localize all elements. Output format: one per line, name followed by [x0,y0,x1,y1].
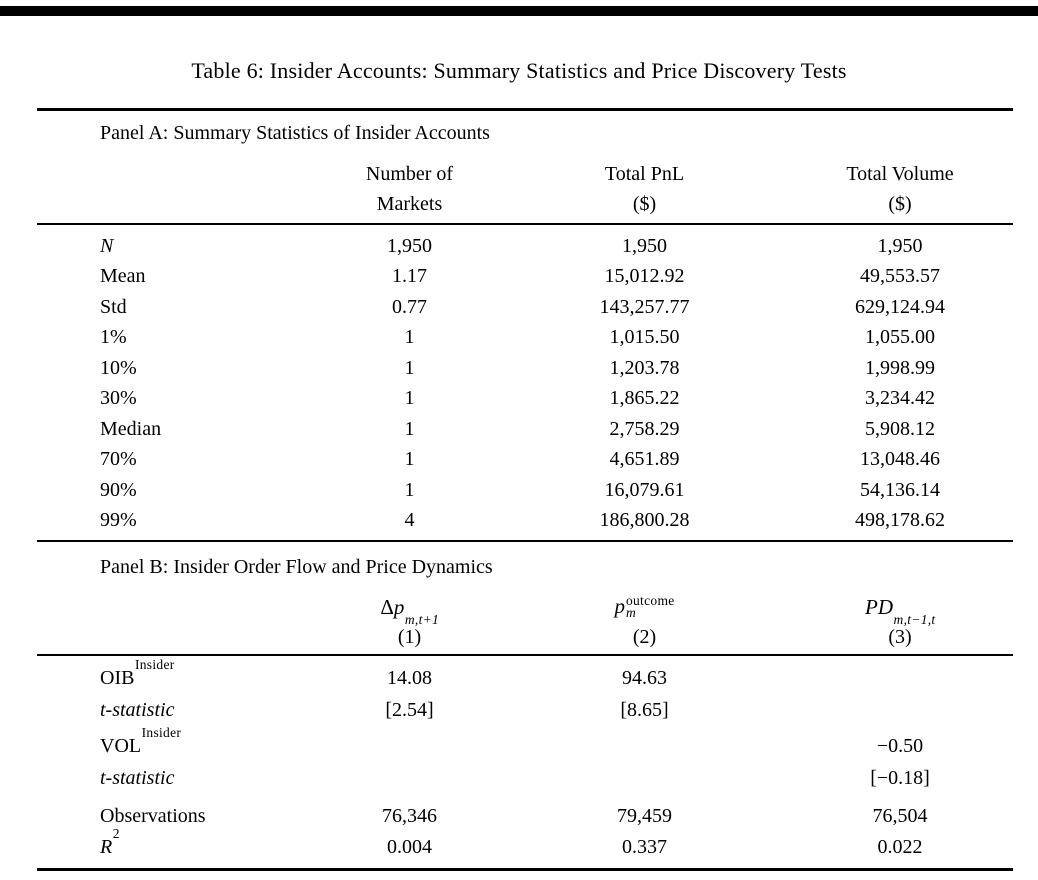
cell-volume: 1,998.99 [865,356,935,379]
header-delta-p [317,594,502,627]
row-p90 [37,475,1013,506]
row-median [37,414,1013,445]
row-label: 10% [100,356,137,379]
row-label: t-statistic [100,698,175,721]
row-label: 90% [100,478,137,501]
cell-markets: 1 [404,387,415,410]
math-prefix: Δ [380,594,394,619]
row-observations [37,800,1013,832]
row-p30 [37,384,1013,415]
cell-pnl: 1,865.22 [609,387,680,410]
math-base: p [393,594,405,619]
label-sup: Insider [141,724,182,740]
math-sup: outcome [625,593,675,609]
cell-pnl: 143,257.77 [599,295,690,318]
row-label: 1% [100,326,127,349]
row-label: Std [100,295,127,318]
row-n [37,231,1013,262]
header-line: ($) [888,193,912,215]
cell-volume: 1,950 [877,234,923,257]
cell-markets: 1,950 [387,234,432,257]
cell-volume: 629,124.94 [855,295,945,318]
math-delta-p [380,594,440,627]
top-rule [37,108,1013,111]
row-mean [37,262,1013,293]
cell-markets: 0.77 [392,295,427,318]
header-line: ($) [632,193,657,215]
panel-a-header-row [37,159,1013,219]
row-label: t-statistic [100,766,175,789]
math-sub: m [625,605,637,621]
cell-markets: 1.17 [392,265,427,288]
cell-markets: 1 [404,326,415,349]
cell-markets: 1 [404,417,415,440]
header-line: Markets [376,193,443,215]
label-sup: 2 [112,825,120,841]
cell-pnl: 15,012.92 [604,265,685,288]
row-r-squared [37,825,1013,862]
row-label: Mean [100,265,146,288]
top-edge-bar [0,6,1038,16]
row-label [37,656,317,690]
cell-markets: 1 [404,478,415,501]
math-supsub [626,595,675,619]
cell-col3: 76,504 [872,804,928,827]
cell-volume: 54,136.14 [860,478,940,501]
label-base: VOL [100,734,142,757]
cell-markets: 1 [404,448,415,471]
header-line: Total Volume [846,163,954,185]
header-pd [787,594,1013,627]
math-p-outcome [614,593,675,621]
column-number-2: (2) [632,625,657,648]
row-label: N [100,234,114,257]
row-p10 [37,353,1013,384]
bottom-rule [37,868,1013,871]
row-label: Median [100,417,162,440]
header-total-volume [787,159,1013,219]
panel-b-body [37,656,1013,868]
math-sub: m,t−1,t [893,611,936,627]
math-base: PD [865,594,894,619]
summary-table [37,108,1013,871]
cell-pnl: 4,651.89 [609,448,680,471]
cell-col1: 14.08 [387,666,432,689]
cell-col1: 0.004 [387,835,432,858]
math-base: p [614,593,625,618]
column-number-3: (3) [888,625,912,648]
header-line: Number of [365,163,454,185]
cell-volume: 498,178.62 [855,509,945,532]
header-line: Total PnL [604,163,685,185]
row-p1 [37,323,1013,354]
math-pd [865,594,936,627]
row-vol-insider [37,724,1013,762]
panel-a-heading: Panel A: Summary Statistics of Insider Accounts [100,122,490,144]
panel-b-column-numbers [37,622,1013,652]
cell-col3: [−0.18] [870,766,930,789]
panel-divider-rule [37,540,1013,542]
header-number-of-markets [317,159,502,219]
row-label: 30% [100,387,137,410]
row-std [37,292,1013,323]
header-p-outcome [502,594,787,620]
cell-col2: 0.337 [622,835,667,858]
row-oib-tstat [37,694,1013,726]
cell-volume: 1,055.00 [865,326,935,349]
panel-b-heading: Panel B: Insider Order Flow and Price Dynamics [100,556,493,578]
cell-markets: 1 [404,356,415,379]
cell-pnl: 1,950 [622,234,667,257]
math-sub: m,t+1 [404,611,440,627]
cell-pnl: 2,758.29 [609,417,680,440]
row-vol-tstat [37,762,1013,794]
row-label [37,724,317,758]
table-title: Table 6: Insider Accounts: Summary Statistics and Price Discovery Tests [191,58,847,83]
cell-col1: 76,346 [382,804,437,827]
row-label: 70% [100,448,137,471]
cell-volume: 3,234.42 [865,387,935,410]
cell-pnl: 1,203.78 [609,356,680,379]
cell-markets: 4 [404,509,415,532]
header-total-pnl [502,159,787,219]
cell-volume: 49,553.57 [860,265,940,288]
cell-volume: 5,908.12 [865,417,935,440]
panel-a-body [37,225,1013,540]
row-label: Observations [100,804,206,827]
cell-pnl: 186,800.28 [599,509,690,532]
cell-col1: [2.54] [385,698,434,721]
label-base: R [100,835,113,858]
cell-col2: 94.63 [622,666,667,689]
cell-col3: 0.022 [877,835,923,858]
cell-volume: 13,048.46 [860,448,940,471]
panel-b-header-row [37,592,1013,627]
cell-col3: −0.50 [876,734,924,757]
cell-pnl: 1,015.50 [609,326,680,349]
cell-col2: 79,459 [617,804,672,827]
column-number-1: (1) [397,625,422,648]
row-oib-insider [37,656,1013,694]
row-p99 [37,506,1013,537]
label-sup: Insider [134,656,175,672]
row-p70 [37,445,1013,476]
row-label [37,825,317,859]
row-label: 99% [100,509,137,532]
cell-pnl: 16,079.61 [604,478,685,501]
label-base: OIB [100,666,135,689]
cell-col2: [8.65] [620,698,669,721]
